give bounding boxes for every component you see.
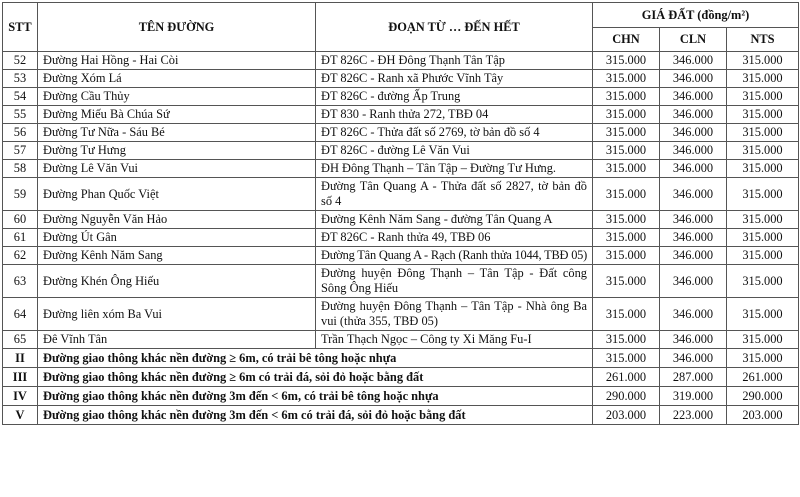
section-price-cln: 287.000 <box>660 368 727 387</box>
row-stt: 65 <box>3 331 38 349</box>
row-stt: 55 <box>3 106 38 124</box>
section-price-nts: 315.000 <box>727 349 799 368</box>
row-road-name: Đường Phan Quốc Việt <box>38 178 316 211</box>
row-road-name: Đường Kênh Năm Sang <box>38 247 316 265</box>
row-stt: 64 <box>3 298 38 331</box>
row-price-nts: 315.000 <box>727 211 799 229</box>
row-segment: ĐT 826C - đường Lê Văn Vui <box>316 142 593 160</box>
row-price-nts: 315.000 <box>727 178 799 211</box>
header-nts: NTS <box>727 28 799 52</box>
table-row <box>3 211 799 229</box>
row-price-cln: 346.000 <box>660 142 727 160</box>
table-row <box>3 106 799 124</box>
table-row <box>3 142 799 160</box>
header-segment: ĐOẠN TỪ … ĐẾN HẾT <box>316 3 593 52</box>
section-label: Đường giao thông khác nền đường ≥ 6m, có trải bê tông hoặc nhựa <box>38 349 593 368</box>
table-row <box>3 70 799 88</box>
section-price-chn: 290.000 <box>593 387 660 406</box>
row-price-nts: 315.000 <box>727 124 799 142</box>
row-segment: ĐT 830 - Ranh thửa 272, TBĐ 04 <box>316 106 593 124</box>
row-road-name: Đường Tư Nữa - Sáu Bé <box>38 124 316 142</box>
row-price-cln: 346.000 <box>660 247 727 265</box>
row-stt: 62 <box>3 247 38 265</box>
row-price-chn: 315.000 <box>593 229 660 247</box>
row-segment: Đường Tân Quang A - Rạch (Ranh thửa 1044, TBĐ 05) <box>316 247 593 265</box>
table-row <box>3 265 799 298</box>
row-price-nts: 315.000 <box>727 70 799 88</box>
table-row <box>3 88 799 106</box>
row-stt: 59 <box>3 178 38 211</box>
row-price-nts: 315.000 <box>727 247 799 265</box>
row-road-name: Đường Khén Ông Hiếu <box>38 265 316 298</box>
row-road-name: Đê Vĩnh Tân <box>38 331 316 349</box>
section-stt: III <box>3 368 38 387</box>
table-row <box>3 298 799 331</box>
row-price-chn: 315.000 <box>593 178 660 211</box>
section-label: Đường giao thông khác nền đường 3m đến < 6m có trải đá, sỏi đỏ hoặc bằng đất <box>38 406 593 425</box>
row-road-name: Đường Tư Hưng <box>38 142 316 160</box>
row-road-name: Đường Hai Hồng - Hai Còi <box>38 52 316 70</box>
row-price-cln: 346.000 <box>660 70 727 88</box>
section-row <box>3 368 799 387</box>
row-price-nts: 315.000 <box>727 331 799 349</box>
section-label: Đường giao thông khác nền đường 3m đến < 6m, có trải bê tông hoặc nhựa <box>38 387 593 406</box>
header-cln: CLN <box>660 28 727 52</box>
row-stt: 53 <box>3 70 38 88</box>
table-row <box>3 247 799 265</box>
row-stt: 54 <box>3 88 38 106</box>
row-segment: Đường Tân Quang A - Thửa đất số 2827, tờ bản đồ số 4 <box>316 178 593 211</box>
section-row <box>3 406 799 425</box>
row-stt: 60 <box>3 211 38 229</box>
section-price-chn: 203.000 <box>593 406 660 425</box>
row-road-name: Đường Lê Văn Vui <box>38 160 316 178</box>
row-segment: Đường huyện Đông Thạnh – Tân Tập - Đất công Sông Ông Hiếu <box>316 265 593 298</box>
row-price-chn: 315.000 <box>593 160 660 178</box>
row-stt: 58 <box>3 160 38 178</box>
section-price-nts: 290.000 <box>727 387 799 406</box>
row-road-name: Đường Xóm Lá <box>38 70 316 88</box>
section-price-chn: 315.000 <box>593 349 660 368</box>
row-price-chn: 315.000 <box>593 142 660 160</box>
section-price-cln: 223.000 <box>660 406 727 425</box>
row-road-name: Đường Út Gân <box>38 229 316 247</box>
table-row <box>3 229 799 247</box>
row-price-nts: 315.000 <box>727 229 799 247</box>
row-road-name: Đường liên xóm Ba Vui <box>38 298 316 331</box>
table-row <box>3 124 799 142</box>
row-road-name: Đường Cầu Thủy <box>38 88 316 106</box>
row-price-chn: 315.000 <box>593 247 660 265</box>
row-price-nts: 315.000 <box>727 88 799 106</box>
section-row <box>3 349 799 368</box>
table-row <box>3 52 799 70</box>
section-stt: IV <box>3 387 38 406</box>
row-road-name: Đường Nguyễn Văn Hảo <box>38 211 316 229</box>
row-segment: ĐT 826C - Thửa đất số 2769, tờ bản đồ số 4 <box>316 124 593 142</box>
row-stt: 56 <box>3 124 38 142</box>
row-segment: ĐT 826C - Ranh thửa 49, TBĐ 06 <box>316 229 593 247</box>
row-price-chn: 315.000 <box>593 298 660 331</box>
row-segment: Trần Thạch Ngọc – Công ty Xi Măng Fu-I <box>316 331 593 349</box>
land-price-table <box>2 2 799 425</box>
row-road-name: Đường Miếu Bà Chúa Sứ <box>38 106 316 124</box>
section-price-nts: 203.000 <box>727 406 799 425</box>
row-price-cln: 346.000 <box>660 298 727 331</box>
row-stt: 63 <box>3 265 38 298</box>
row-price-chn: 315.000 <box>593 70 660 88</box>
row-price-nts: 315.000 <box>727 106 799 124</box>
row-price-cln: 346.000 <box>660 88 727 106</box>
section-stt: V <box>3 406 38 425</box>
row-price-chn: 315.000 <box>593 106 660 124</box>
row-segment: ĐT 826C - đường Ấp Trung <box>316 88 593 106</box>
row-price-cln: 346.000 <box>660 265 727 298</box>
row-price-cln: 346.000 <box>660 211 727 229</box>
row-price-cln: 346.000 <box>660 124 727 142</box>
row-segment: Đường Kênh Năm Sang - đường Tân Quang A <box>316 211 593 229</box>
header-chn: CHN <box>593 28 660 52</box>
section-price-nts: 261.000 <box>727 368 799 387</box>
row-price-chn: 315.000 <box>593 331 660 349</box>
row-price-nts: 315.000 <box>727 298 799 331</box>
row-price-chn: 315.000 <box>593 124 660 142</box>
row-price-cln: 346.000 <box>660 106 727 124</box>
row-stt: 52 <box>3 52 38 70</box>
row-price-nts: 315.000 <box>727 52 799 70</box>
header-road-name: TÊN ĐƯỜNG <box>38 3 316 52</box>
row-price-chn: 315.000 <box>593 52 660 70</box>
header-stt: STT <box>3 3 38 52</box>
section-row <box>3 387 799 406</box>
table-row <box>3 178 799 211</box>
row-price-cln: 346.000 <box>660 178 727 211</box>
section-stt: II <box>3 349 38 368</box>
row-price-nts: 315.000 <box>727 160 799 178</box>
table-row <box>3 331 799 349</box>
section-label: Đường giao thông khác nền đường ≥ 6m có trải đá, sỏi đỏ hoặc bằng đất <box>38 368 593 387</box>
row-price-nts: 315.000 <box>727 142 799 160</box>
table-row <box>3 160 799 178</box>
row-segment: ĐH Đông Thạnh – Tân Tập – Đường Tư Hưng. <box>316 160 593 178</box>
row-segment: ĐT 826C - Ranh xã Phước Vĩnh Tây <box>316 70 593 88</box>
row-stt: 57 <box>3 142 38 160</box>
row-price-chn: 315.000 <box>593 265 660 298</box>
row-price-cln: 346.000 <box>660 229 727 247</box>
row-price-chn: 315.000 <box>593 88 660 106</box>
row-price-cln: 346.000 <box>660 160 727 178</box>
row-segment: Đường huyện Đông Thạnh – Tân Tập - Nhà ông Ba vui (thửa 355, TBĐ 05) <box>316 298 593 331</box>
row-price-cln: 346.000 <box>660 331 727 349</box>
row-price-cln: 346.000 <box>660 52 727 70</box>
row-price-nts: 315.000 <box>727 265 799 298</box>
row-price-chn: 315.000 <box>593 211 660 229</box>
section-price-cln: 346.000 <box>660 349 727 368</box>
section-price-chn: 261.000 <box>593 368 660 387</box>
section-price-cln: 319.000 <box>660 387 727 406</box>
row-stt: 61 <box>3 229 38 247</box>
header-price-group: GIÁ ĐẤT (đồng/m²) <box>593 3 799 28</box>
row-segment: ĐT 826C - ĐH Đông Thạnh Tân Tập <box>316 52 593 70</box>
